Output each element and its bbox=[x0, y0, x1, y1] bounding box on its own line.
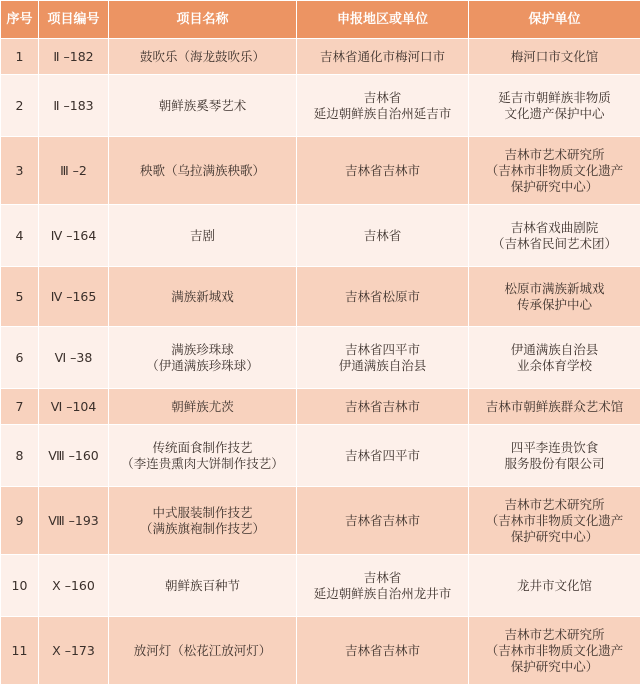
cell-project-name: 满族新城戏 bbox=[109, 267, 297, 327]
cell-applicant: 吉林省 延边朝鲜族自治州龙井市 bbox=[297, 555, 469, 617]
table-row bbox=[1, 555, 640, 617]
cell-project-code: Ⅷ –193 bbox=[39, 487, 109, 555]
cell-project-code: Ⅳ –165 bbox=[39, 267, 109, 327]
cell-protection-unit: 吉林省戏曲剧院 （吉林省民间艺术团） bbox=[469, 205, 640, 267]
table-header-row bbox=[1, 1, 640, 39]
cell-project-name: 传统面食制作技艺 （李连贵熏肉大饼制作技艺） bbox=[109, 425, 297, 487]
table-row bbox=[1, 327, 640, 389]
cell-project-code: Ⅵ –38 bbox=[39, 327, 109, 389]
cell-project-name: 鼓吹乐（海龙鼓吹乐） bbox=[109, 39, 297, 75]
cell-project-code: Ⅲ –2 bbox=[39, 137, 109, 205]
cell-applicant: 吉林省四平市 bbox=[297, 425, 469, 487]
cell-project-code: Ⅵ –104 bbox=[39, 389, 109, 425]
cell-index: 5 bbox=[1, 267, 39, 327]
header-project-name: 项目名称 bbox=[109, 1, 297, 39]
table-row bbox=[1, 487, 640, 555]
table-row bbox=[1, 39, 640, 75]
cell-applicant: 吉林省吉林市 bbox=[297, 389, 469, 425]
cell-protection-unit: 吉林市艺术研究所 （吉林市非物质文化遗产 保护研究中心） bbox=[469, 487, 640, 555]
cell-project-code: Ⅱ –182 bbox=[39, 39, 109, 75]
cell-project-name: 放河灯（松花江放河灯） bbox=[109, 617, 297, 685]
cell-project-code: Ⅹ –173 bbox=[39, 617, 109, 685]
cell-project-code: Ⅱ –183 bbox=[39, 75, 109, 137]
cell-applicant: 吉林省松原市 bbox=[297, 267, 469, 327]
cell-project-name: 朝鲜族尤茨 bbox=[109, 389, 297, 425]
table-row bbox=[1, 617, 640, 685]
table-row bbox=[1, 137, 640, 205]
table-row bbox=[1, 267, 640, 327]
cell-applicant: 吉林省吉林市 bbox=[297, 617, 469, 685]
header-index: 序号 bbox=[1, 1, 39, 39]
cell-project-code: Ⅷ –160 bbox=[39, 425, 109, 487]
cell-project-name: 朝鲜族百种节 bbox=[109, 555, 297, 617]
cell-protection-unit: 延吉市朝鲜族非物质 文化遗产保护中心 bbox=[469, 75, 640, 137]
cell-applicant: 吉林省 延边朝鲜族自治州延吉市 bbox=[297, 75, 469, 137]
cell-project-name: 吉剧 bbox=[109, 205, 297, 267]
cell-index: 1 bbox=[1, 39, 39, 75]
cell-protection-unit: 梅河口市文化馆 bbox=[469, 39, 640, 75]
cell-applicant: 吉林省 bbox=[297, 205, 469, 267]
cell-index: 2 bbox=[1, 75, 39, 137]
cell-protection-unit: 松原市满族新城戏 传承保护中心 bbox=[469, 267, 640, 327]
cell-project-name: 朝鲜族奚琴艺术 bbox=[109, 75, 297, 137]
cell-protection-unit: 吉林市艺术研究所 （吉林市非物质文化遗产 保护研究中心） bbox=[469, 617, 640, 685]
cell-index: 7 bbox=[1, 389, 39, 425]
cell-index: 8 bbox=[1, 425, 39, 487]
cell-applicant: 吉林省吉林市 bbox=[297, 487, 469, 555]
table-row bbox=[1, 389, 640, 425]
cell-protection-unit: 伊通满族自治县 业余体育学校 bbox=[469, 327, 640, 389]
cell-protection-unit: 吉林市艺术研究所 （吉林市非物质文化遗产 保护研究中心） bbox=[469, 137, 640, 205]
cell-project-name: 中式服装制作技艺 （满族旗袍制作技艺） bbox=[109, 487, 297, 555]
table-row bbox=[1, 75, 640, 137]
cell-applicant: 吉林省四平市 伊通满族自治县 bbox=[297, 327, 469, 389]
cell-protection-unit: 吉林市朝鲜族群众艺术馆 bbox=[469, 389, 640, 425]
cell-protection-unit: 四平李连贵饮食 服务股份有限公司 bbox=[469, 425, 640, 487]
cell-project-name: 秧歌（乌拉满族秧歌） bbox=[109, 137, 297, 205]
cell-index: 4 bbox=[1, 205, 39, 267]
cell-index: 3 bbox=[1, 137, 39, 205]
cell-project-code: Ⅳ –164 bbox=[39, 205, 109, 267]
cell-index: 9 bbox=[1, 487, 39, 555]
cell-project-code: Ⅹ –160 bbox=[39, 555, 109, 617]
table-row bbox=[1, 205, 640, 267]
header-protection-unit: 保护单位 bbox=[469, 1, 640, 39]
cell-index: 10 bbox=[1, 555, 39, 617]
cell-index: 6 bbox=[1, 327, 39, 389]
cell-project-name: 满族珍珠球 （伊通满族珍珠球） bbox=[109, 327, 297, 389]
cell-applicant: 吉林省通化市梅河口市 bbox=[297, 39, 469, 75]
cell-protection-unit: 龙井市文化馆 bbox=[469, 555, 640, 617]
cell-applicant: 吉林省吉林市 bbox=[297, 137, 469, 205]
header-applicant: 申报地区或单位 bbox=[297, 1, 469, 39]
table-row bbox=[1, 425, 640, 487]
cell-index: 11 bbox=[1, 617, 39, 685]
header-project-code: 项目编号 bbox=[39, 1, 109, 39]
